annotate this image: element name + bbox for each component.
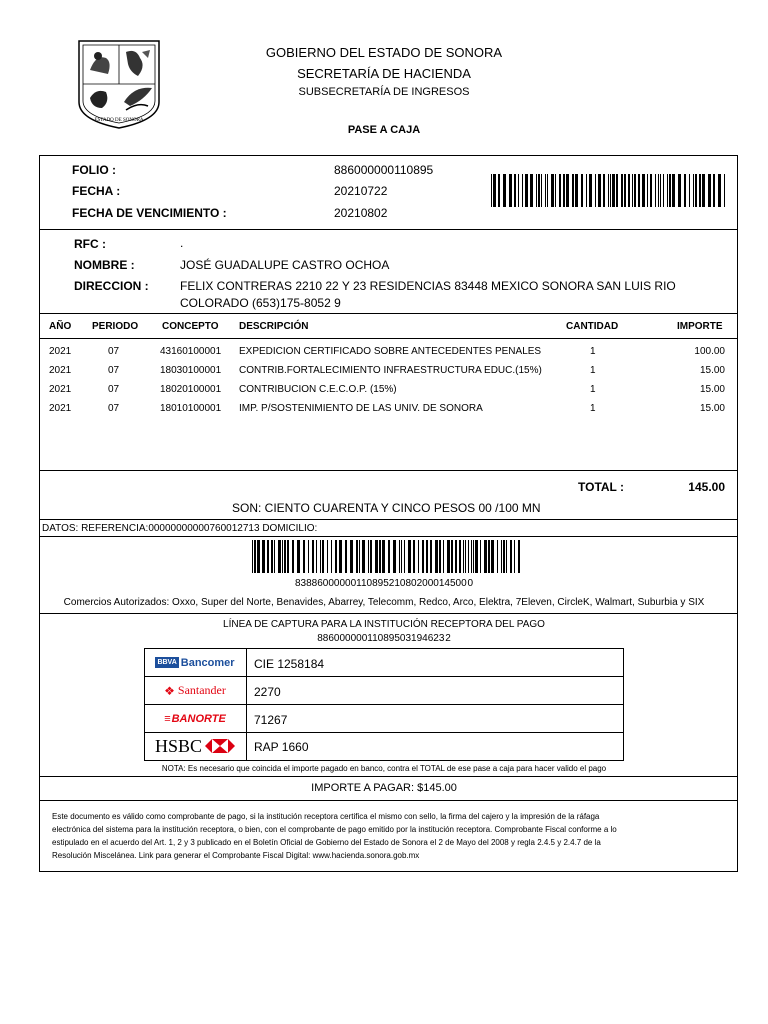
- cell-importe: 15.00: [699, 384, 725, 395]
- barcode-bar: [518, 174, 519, 207]
- barcode-bar: [303, 540, 305, 573]
- barcode-bar: [608, 174, 609, 207]
- barcode-bar: [345, 540, 347, 573]
- barcode-bar: [335, 540, 337, 573]
- captura-number: 88600000011089503194623 2: [317, 633, 451, 644]
- santander-wordmark: Santander: [177, 683, 226, 697]
- divider: [39, 229, 738, 230]
- barcode-bar: [399, 540, 400, 573]
- barcode-bar: [257, 540, 260, 573]
- barcode-bar: [278, 540, 281, 573]
- barcode-bar: [525, 174, 528, 207]
- barcode-bar: [518, 540, 520, 573]
- cell-concepto: 43160100001: [160, 346, 222, 357]
- cell-importe: 100.00: [694, 346, 725, 357]
- barcode-bar: [586, 174, 587, 207]
- barcode-bar: [598, 174, 601, 207]
- hsbc-wordmark: HSBC: [154, 735, 203, 756]
- barcode-bar: [498, 174, 500, 207]
- barcode-bar: [359, 540, 360, 573]
- cell-cantidad: 1: [590, 365, 596, 376]
- barcode-bar: [595, 174, 596, 207]
- rfc-label: RFC :: [74, 237, 106, 251]
- col-header-cantidad: CANTIDAD: [566, 321, 619, 332]
- barcode-bar: [447, 540, 450, 573]
- barcode-bar: [624, 174, 626, 207]
- cell-descripcion: CONTRIBUCION C.E.C.O.P. (15%): [239, 384, 397, 395]
- barcode-bar: [650, 174, 652, 207]
- barcode-bar: [689, 174, 690, 207]
- barcode-bar: [509, 174, 512, 207]
- banorte-wordmark: BANORTE: [171, 712, 226, 725]
- barcode-bar: [287, 540, 289, 573]
- barcode-bar: [443, 540, 444, 573]
- barcode-bar: [634, 174, 636, 207]
- folio-value: 886000000110895: [334, 163, 434, 177]
- barcode-bar: [262, 540, 265, 573]
- barcode-bar: [368, 540, 369, 573]
- divider: [39, 776, 738, 777]
- barcode-bar: [658, 174, 659, 207]
- barcode-bar: [379, 540, 381, 573]
- divider: [39, 519, 738, 520]
- cell-cantidad: 1: [590, 403, 596, 414]
- total-label: TOTAL :: [578, 480, 624, 494]
- barcode-bar: [422, 540, 424, 573]
- divider: [39, 613, 738, 614]
- barcode-bar: [632, 174, 633, 207]
- barcode-bar: [475, 540, 478, 573]
- barcode-bar: [418, 540, 419, 573]
- cell-importe: 15.00: [699, 403, 725, 414]
- barcode-bar: [514, 540, 515, 573]
- barcode-bar: [316, 540, 317, 573]
- barcode-bar: [331, 540, 332, 573]
- datos-referencia: DATOS: REFERENCIA:00000000000760012713 DOMICILIO:: [42, 523, 318, 534]
- barcode-bar: [322, 540, 324, 573]
- barcode-bar: [603, 174, 605, 207]
- col-header-descripcion: DESCRIPCIÓN: [239, 321, 309, 332]
- barcode-bar: [510, 540, 512, 573]
- vencimiento-value: 20210802: [334, 206, 388, 220]
- barcode-bar: [563, 174, 565, 207]
- barcode-bar: [468, 540, 469, 573]
- cell-cantidad: 1: [590, 384, 596, 395]
- barcode-bar: [297, 540, 300, 573]
- barcode-bar: [455, 540, 457, 573]
- barcode-bar: [541, 174, 542, 207]
- barcode-bar: [382, 540, 385, 573]
- barcode-bar: [566, 174, 569, 207]
- importe-a-pagar: IMPORTE A PAGAR: $145.00: [311, 782, 457, 794]
- barcode-bar: [655, 174, 656, 207]
- barcode-bar: [401, 540, 402, 573]
- barcode-bar: [493, 174, 496, 207]
- barcode-bar: [501, 540, 502, 573]
- cell-descripcion: EXPEDICION CERTIFICADO SOBRE ANTECEDENTES PENALES: [239, 346, 542, 357]
- barcode-bar: [451, 540, 453, 573]
- barcode-bar: [308, 540, 309, 573]
- barcode-bar: [713, 174, 715, 207]
- barcode-bar: [672, 174, 675, 207]
- barcode-bar: [551, 174, 554, 207]
- direccion-label: DIRECCION :: [74, 279, 149, 293]
- son-text: SON: CIENTO CUARENTA Y CINCO PESOS 00 /100 MN: [232, 501, 541, 515]
- flame-icon: ❖: [164, 683, 175, 698]
- barcode-bar: [575, 174, 578, 207]
- barcode-bar: [254, 540, 256, 573]
- banorte-reference: 71267: [254, 713, 288, 727]
- fecha-label: FECHA :: [72, 184, 121, 198]
- barcode-bar: [426, 540, 428, 573]
- banorte-mark-icon: ≡: [164, 712, 171, 725]
- cell-anio: 2021: [49, 384, 72, 395]
- comercios-autorizados: Comercios Autorizados: Oxxo, Super del Norte, Benavides, Abarrey, Telecomm, Redco, Arco, Elektra, 7Eleven, CircleK, Walmart, Suburbia y SIX: [63, 597, 705, 608]
- cell-cantidad: 1: [590, 346, 596, 357]
- barcode-bar: [473, 540, 474, 573]
- barcode-bar: [610, 174, 611, 207]
- barcode-bar: [271, 540, 273, 573]
- nota-text: NOTA: Es necesario que coincida el importe pagado en banco, contra el TOTAL de ese pase a caja para hacer valido el pago: [161, 764, 607, 773]
- barcode-bar: [413, 540, 415, 573]
- divider: [144, 732, 624, 733]
- folio-barcode: [491, 174, 725, 207]
- barcode-bar: [545, 174, 546, 207]
- barcode-bar: [480, 540, 481, 573]
- barcode-bar: [536, 174, 537, 207]
- header-line-3: SUBSECRETARÍA DE INGRESOS: [298, 86, 470, 98]
- cell-concepto: 18010100001: [160, 403, 222, 414]
- barcode-number: 8388600000011089521080200014500 0: [294, 578, 474, 589]
- bancomer-reference: CIE 1258184: [254, 657, 325, 671]
- banorte-logo: [148, 709, 242, 728]
- barcode-bar: [695, 174, 697, 207]
- barcode-bar: [439, 540, 441, 573]
- barcode-bar: [388, 540, 390, 573]
- barcode-bar: [647, 174, 648, 207]
- barcode-bar: [667, 174, 668, 207]
- direccion-line-2: COLORADO (653)175-8052 9: [180, 296, 341, 310]
- cell-periodo: 07: [108, 365, 120, 376]
- legal-text-line-4: Resolución Miscelánea. Link para generar el Comprobante Fiscal Digital: www.hacienda.sonora.gob.mx: [52, 851, 420, 860]
- barcode-bar: [621, 174, 623, 207]
- barcode-bar: [628, 174, 630, 207]
- col-header-periodo: PERIODO: [92, 321, 139, 332]
- divider: [39, 536, 738, 537]
- barcode-bar: [267, 540, 269, 573]
- barcode-bar: [497, 540, 498, 573]
- cell-anio: 2021: [49, 365, 72, 376]
- cell-descripcion: IMP. P/SOSTENIMIENTO DE LAS UNIV. DE SONORA: [239, 403, 483, 414]
- barcode-bar: [642, 174, 645, 207]
- barcode-bar: [559, 174, 561, 207]
- barcode-bar: [393, 540, 396, 573]
- santander-logo: [148, 681, 242, 700]
- barcode-bar: [616, 174, 618, 207]
- nombre-value: JOSÉ GUADALUPE CASTRO OCHOA: [180, 258, 390, 272]
- barcode-bar: [320, 540, 321, 573]
- barcode-bar: [522, 174, 523, 207]
- cell-anio: 2021: [49, 403, 72, 414]
- divider: [144, 676, 624, 677]
- divider: [39, 338, 738, 339]
- barcode-bar: [547, 174, 548, 207]
- cell-concepto: 18020100001: [160, 384, 222, 395]
- barcode-bar: [252, 540, 253, 573]
- legal-text-line-1: Este documento es válido como comprobante de pago, si la institución receptora certifica el mismo con sello, la firma del cajero y la impresión de la ráfaga: [52, 812, 600, 821]
- col-header-concepto: CONCEPTO: [162, 321, 219, 332]
- barcode-bar: [506, 540, 507, 573]
- barcode-bar: [530, 174, 533, 207]
- barcode-bar: [370, 540, 372, 573]
- cell-descripcion: CONTRIB.FORTALECIMIENTO INFRAESTRUCTURA EDUC.(15%): [239, 365, 542, 376]
- divider: [39, 470, 738, 471]
- divider: [39, 800, 738, 801]
- barcode-bar: [660, 174, 661, 207]
- bancomer-wordmark: Bancomer: [180, 656, 235, 669]
- col-header-importe: IMPORTE: [677, 321, 723, 332]
- divider: [39, 313, 738, 314]
- cell-anio: 2021: [49, 346, 72, 357]
- barcode-bar: [463, 540, 464, 573]
- cell-importe: 15.00: [699, 365, 725, 376]
- barcode-bar: [555, 174, 556, 207]
- barcode-bar: [581, 174, 583, 207]
- rfc-value: .: [180, 236, 184, 250]
- barcode-bar: [693, 174, 694, 207]
- barcode-bar: [724, 174, 725, 207]
- barcode-bar: [471, 540, 472, 573]
- barcode-bar: [514, 174, 516, 207]
- reference-barcode: [252, 540, 520, 573]
- cell-periodo: 07: [108, 403, 120, 414]
- barcode-bar: [430, 540, 432, 573]
- header-line-2: SECRETARÍA DE HACIENDA: [297, 66, 471, 81]
- barcode-bar: [612, 174, 615, 207]
- barcode-bar: [312, 540, 314, 573]
- barcode-bar: [292, 540, 294, 573]
- barcode-bar: [702, 174, 705, 207]
- bancomer-logo: [148, 653, 242, 672]
- divider: [144, 704, 624, 705]
- barcode-bar: [408, 540, 411, 573]
- legal-text-line-3: estipulado en el acuerdo del Art. 1, 2 y 3 publicado en el Boletín Oficial de Gobierno del Estado de Sonora el 2 de Mayo del 2008 y regla 2.4.5 y 2.4.7 de la: [52, 838, 601, 847]
- barcode-bar: [638, 174, 640, 207]
- barcode-bar: [356, 540, 358, 573]
- barcode-bar: [465, 540, 466, 573]
- barcode-bar: [459, 540, 461, 573]
- hsbc-hexagon-icon: [205, 739, 235, 753]
- barcode-bar: [404, 540, 405, 573]
- barcode-bar: [589, 174, 592, 207]
- barcode-bar: [708, 174, 711, 207]
- hsbc-reference: RAP 1660: [254, 740, 309, 754]
- document-title: PASE A CAJA: [347, 124, 421, 136]
- barcode-bar: [362, 540, 365, 573]
- nombre-label: NOMBRE :: [74, 258, 135, 272]
- cell-concepto: 18030100001: [160, 365, 222, 376]
- col-header-anio: AÑO: [49, 321, 72, 332]
- barcode-bar: [663, 174, 664, 207]
- hsbc-logo: [148, 734, 242, 758]
- barcode-bar: [678, 174, 681, 207]
- barcode-bar: [491, 174, 492, 207]
- barcode-bar: [491, 540, 494, 573]
- barcode-bar: [684, 174, 686, 207]
- cell-periodo: 07: [108, 346, 120, 357]
- vencimiento-label: FECHA DE VENCIMIENTO :: [72, 206, 227, 220]
- barcode-bar: [435, 540, 438, 573]
- seal-caption: ESTADO DE SONORA: [94, 118, 144, 123]
- direccion-line-1: FELIX CONTRERAS 2210 22 Y 23 RESIDENCIAS 83448 MEXICO SONORA SAN LUIS RIO: [180, 279, 676, 293]
- bbva-badge: BBVA: [157, 659, 177, 666]
- cell-periodo: 07: [108, 384, 120, 395]
- total-value: 145.00: [688, 480, 725, 494]
- barcode-bar: [669, 174, 671, 207]
- fecha-value: 20210722: [334, 184, 388, 198]
- barcode-bar: [503, 174, 506, 207]
- folio-label: FOLIO :: [72, 163, 116, 177]
- barcode-bar: [339, 540, 342, 573]
- barcode-bar: [350, 540, 353, 573]
- header-line-1: GOBIERNO DEL ESTADO DE SONORA: [265, 45, 503, 60]
- legal-text-line-2: electrónica del sistema para la institución receptora, o bien, con el comprobante de pago emitido por la institución receptora. Comprobante Fiscal conforme a lo: [52, 825, 617, 834]
- barcode-bar: [699, 174, 701, 207]
- barcode-bar: [284, 540, 286, 573]
- barcode-bar: [572, 174, 574, 207]
- barcode-bar: [274, 540, 275, 573]
- barcode-bar: [718, 174, 721, 207]
- barcode-bar: [488, 540, 490, 573]
- barcode-bar: [538, 174, 540, 207]
- captura-title: LÍNEA DE CAPTURA PARA LA INSTITUCIÓN RECEPTORA DEL PAGO: [223, 619, 545, 630]
- barcode-bar: [327, 540, 328, 573]
- barcode-bar: [484, 540, 487, 573]
- barcode-bar: [503, 540, 505, 573]
- barcode-bar: [282, 540, 283, 573]
- santander-reference: 2270: [254, 685, 281, 699]
- barcode-bar: [375, 540, 378, 573]
